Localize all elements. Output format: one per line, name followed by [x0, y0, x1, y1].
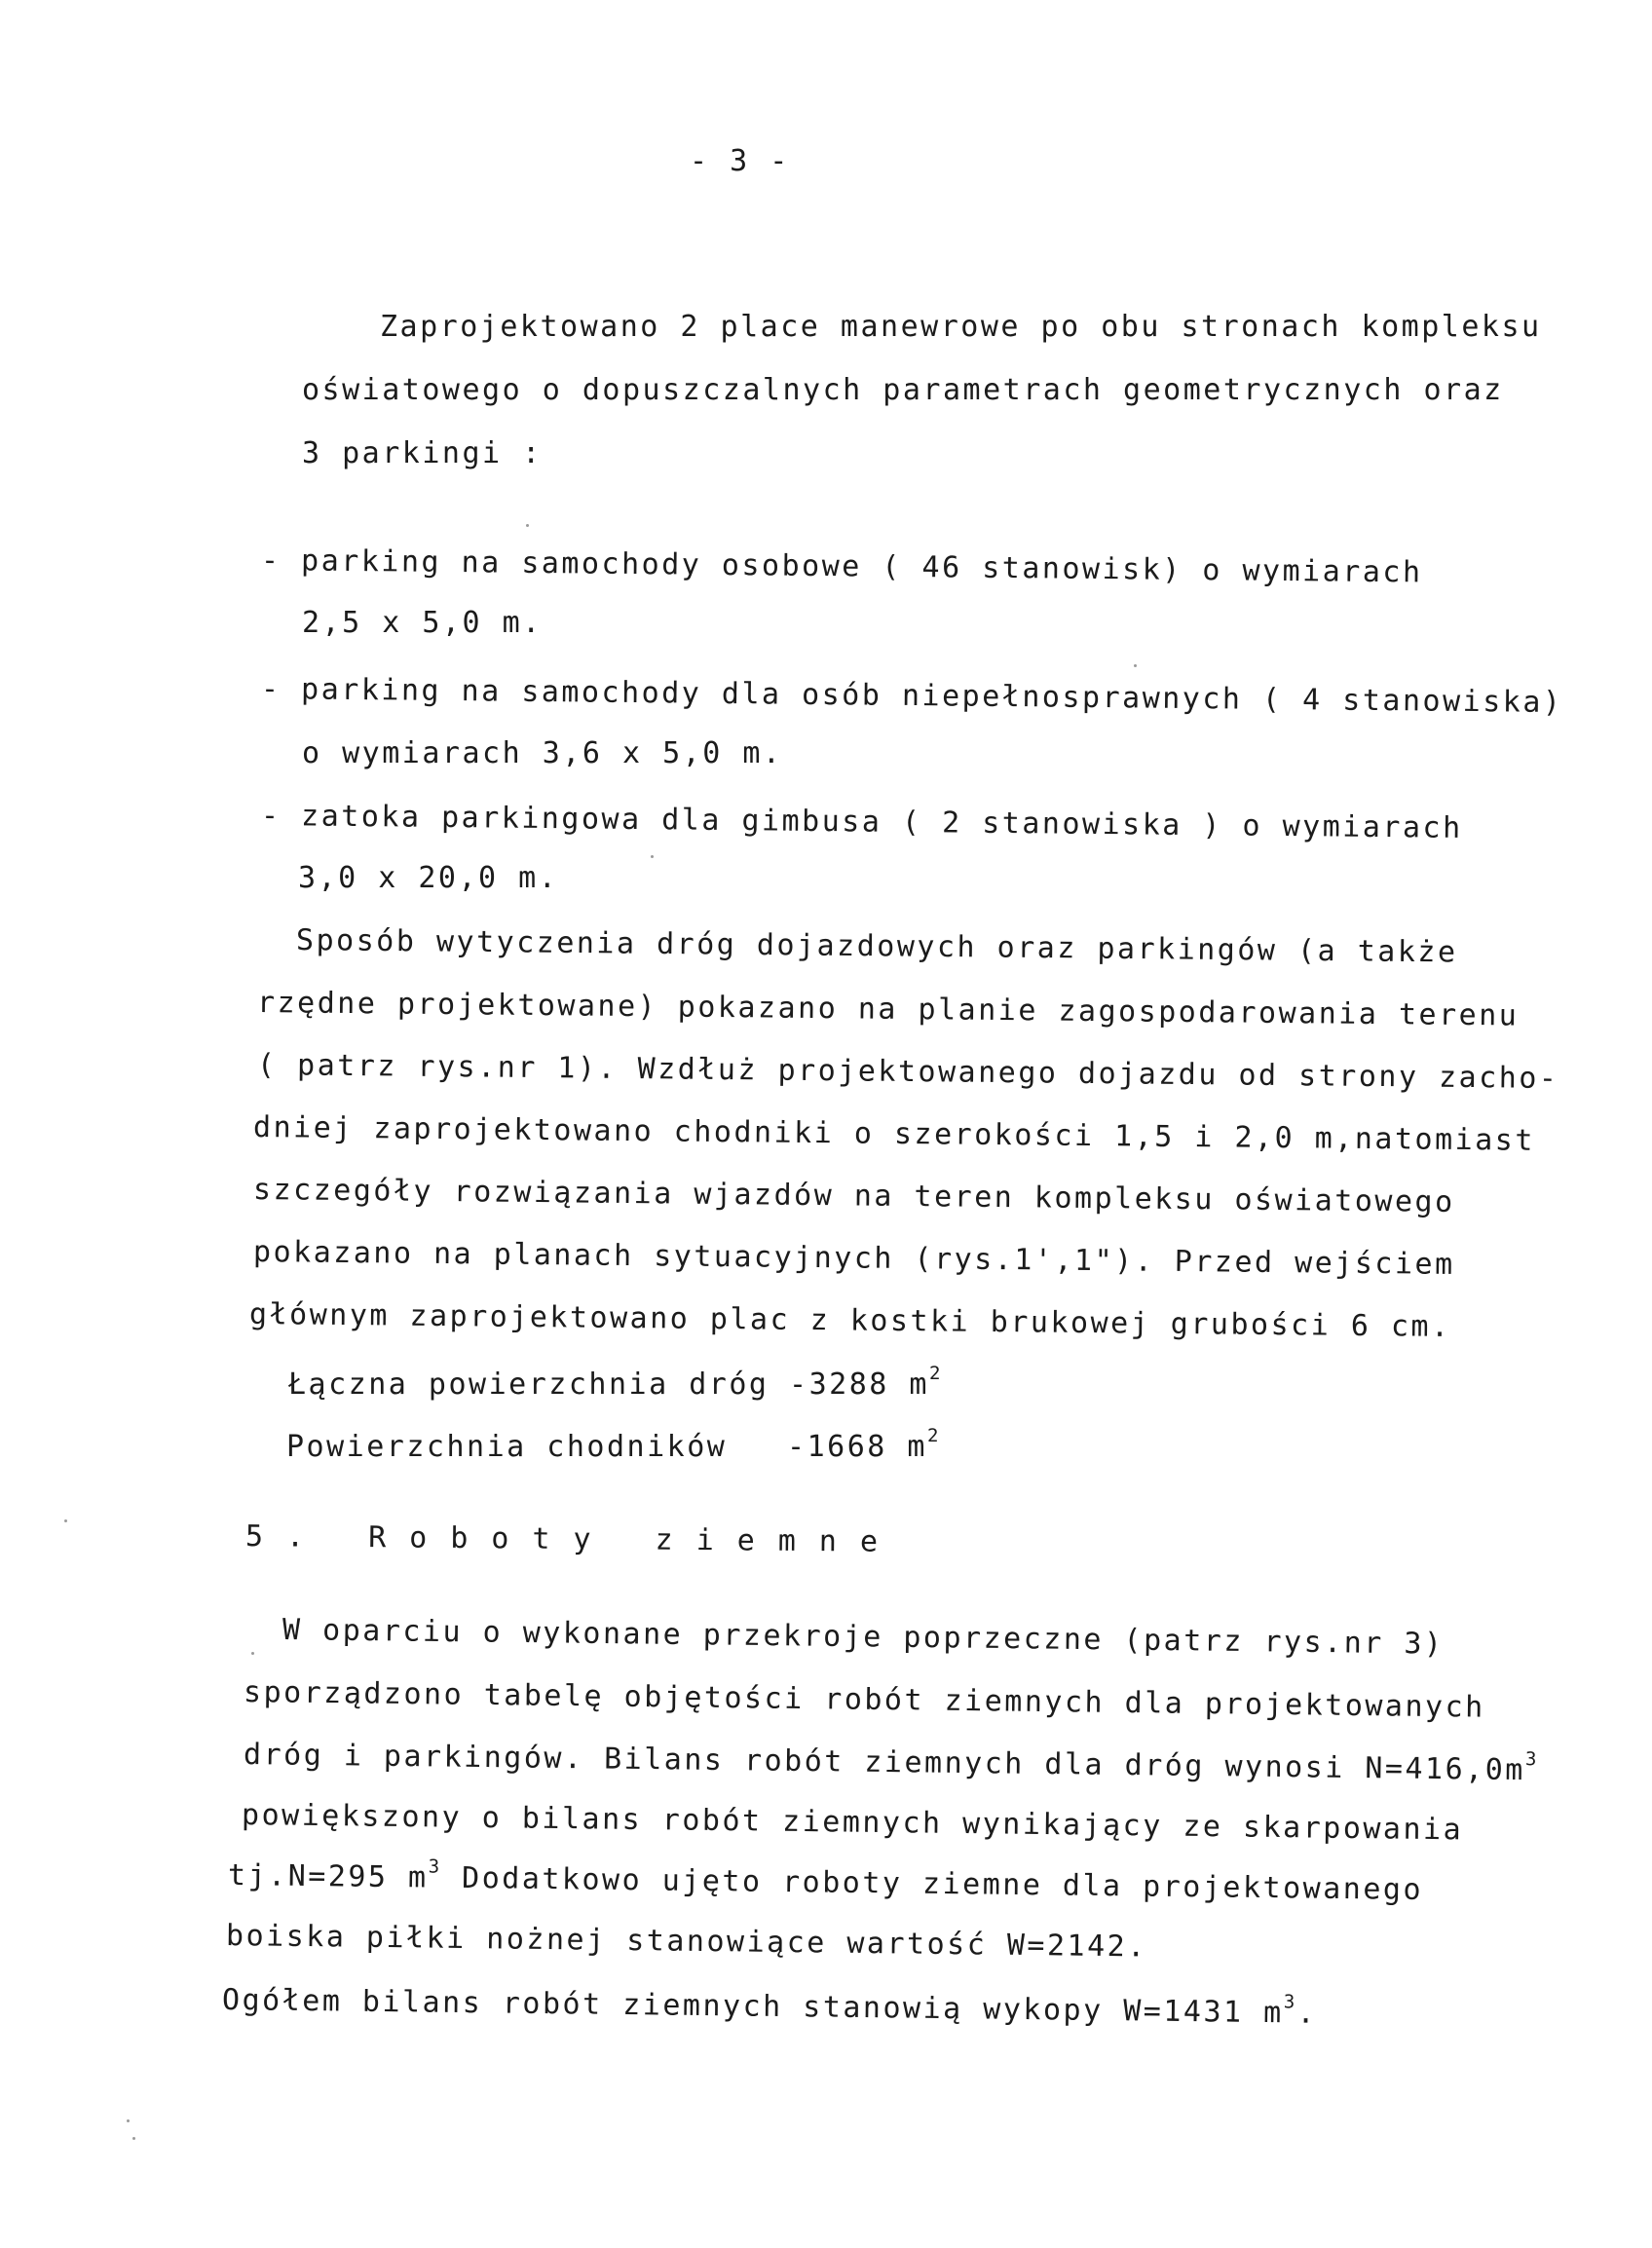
roads-line-2: rzędne projektowane) pokazano na planie zagospodarowania terenu [256, 986, 1520, 1033]
roads-line-4: dniej zaprojektowano chodniki o szerokości 1,5 i 2,0 m,natomiast [252, 1110, 1536, 1158]
scan-speck [64, 1519, 67, 1522]
roads-line-6: pokazano na planach sytuacyjnych (rys.1',1"). Przed wejściem [252, 1235, 1455, 1282]
earthworks-line-2: sporządzono tabelę objętości robót ziemnych dla projektowanych [243, 1675, 1485, 1725]
roads-line-1: Sposób wytyczenia dróg dojazdowych oraz parkingów (a także [295, 923, 1458, 970]
area-sidewalks-unit: m [907, 1430, 927, 1464]
earthworks-line-7-period: . [1296, 1996, 1318, 2031]
area-sidewalks-exponent: 2 [926, 1425, 941, 1446]
earthworks-line-1: W oparciu o wykonane przekroje poprzeczne (patrz rys.nr 3) [282, 1613, 1445, 1662]
parking-item-2-line-2: o wymiarach 3,6 x 5,0 m. [302, 736, 783, 770]
area-roads-value: -3288 [789, 1368, 889, 1402]
area-sidewalks-value: -1668 [787, 1430, 887, 1464]
earthworks-line-7-text: Ogółem bilans robót ziemnych stanowią wykopy W=1431 m [221, 1983, 1284, 2031]
section-5-heading: 5. Roboty ziemne [244, 1519, 902, 1559]
earthworks-line-5 [227, 1855, 1424, 1908]
earthworks-line-6: boiska piłki nożnej stanowiące wartość W=2142. [225, 1919, 1147, 1965]
area-sidewalks [286, 1425, 941, 1465]
scan-speck [1134, 664, 1137, 667]
earthworks-line-5-text-a: tj.N=295 m [227, 1858, 429, 1895]
intro-line-1: Zaprojektowano 2 place manewrowe po obu stronach kompleksu [380, 310, 1542, 344]
parking-item-3-line-2: 3,0 x 20,0 m. [298, 861, 559, 895]
scan-speck [132, 2137, 135, 2140]
scan-speck [651, 855, 654, 858]
earthworks-line-5-text-b: Dodatkowo ujęto roboty ziemne dla projektowanego [441, 1860, 1424, 1907]
earthworks-line-7 [222, 1983, 1318, 2032]
parking-item-1-line-2: 2,5 x 5,0 m. [302, 606, 543, 640]
scan-speck [526, 524, 529, 527]
earthworks-line-7-exponent: 3 [1283, 1991, 1297, 2013]
area-roads-exponent: 2 [928, 1363, 943, 1384]
area-sidewalks-label: Powierzchnia chodników [286, 1430, 728, 1464]
intro-line-3: 3 parkingi : [302, 436, 543, 470]
earthworks-line-3-text: dróg i parkingów. Bilans robót ziemnych dla dróg wynosi N=416,0m [243, 1738, 1526, 1788]
roads-line-3: ( patrz rys.nr 1). Wzdłuż projektowanego dojazdu od strony zacho- [256, 1048, 1559, 1096]
roads-line-7: głównym zaprojektowano plac z kostki brukowej grubości 6 cm. [248, 1297, 1451, 1344]
roads-line-5: szczegóły rozwiązania wjazdów na teren kompleksu oświatowego [252, 1173, 1455, 1219]
area-roads-label: Łączna powierzchnia dróg [288, 1368, 770, 1402]
parking-item-3-line-1: - zatoka parkingowa dla gimbusa ( 2 stanowiska ) o wymiarach [260, 799, 1463, 845]
earthworks-line-3-exponent: 3 [1524, 1748, 1540, 1771]
area-roads [288, 1363, 943, 1403]
intro-line-2: oświatowego o dopuszczalnych parametrach geometrycznych oraz [302, 373, 1504, 407]
scan-speck [127, 2119, 130, 2122]
earthworks-line-3 [244, 1738, 1539, 1788]
area-roads-unit: m [909, 1368, 929, 1402]
parking-item-1-line-1: - parking na samochody osobowe ( 46 stanowisk) o wymiarach [260, 543, 1423, 590]
scan-speck [251, 1652, 254, 1655]
page-number: - 3 - [690, 144, 790, 178]
parking-item-2-line-1: - parking na samochody dla osób niepełnosprawnych ( 4 stanowiska) [260, 672, 1563, 720]
earthworks-line-5-exponent: 3 [428, 1855, 442, 1878]
earthworks-line-4: powiększony o bilans robót ziemnych wynikający ze skarpowania [241, 1798, 1464, 1848]
